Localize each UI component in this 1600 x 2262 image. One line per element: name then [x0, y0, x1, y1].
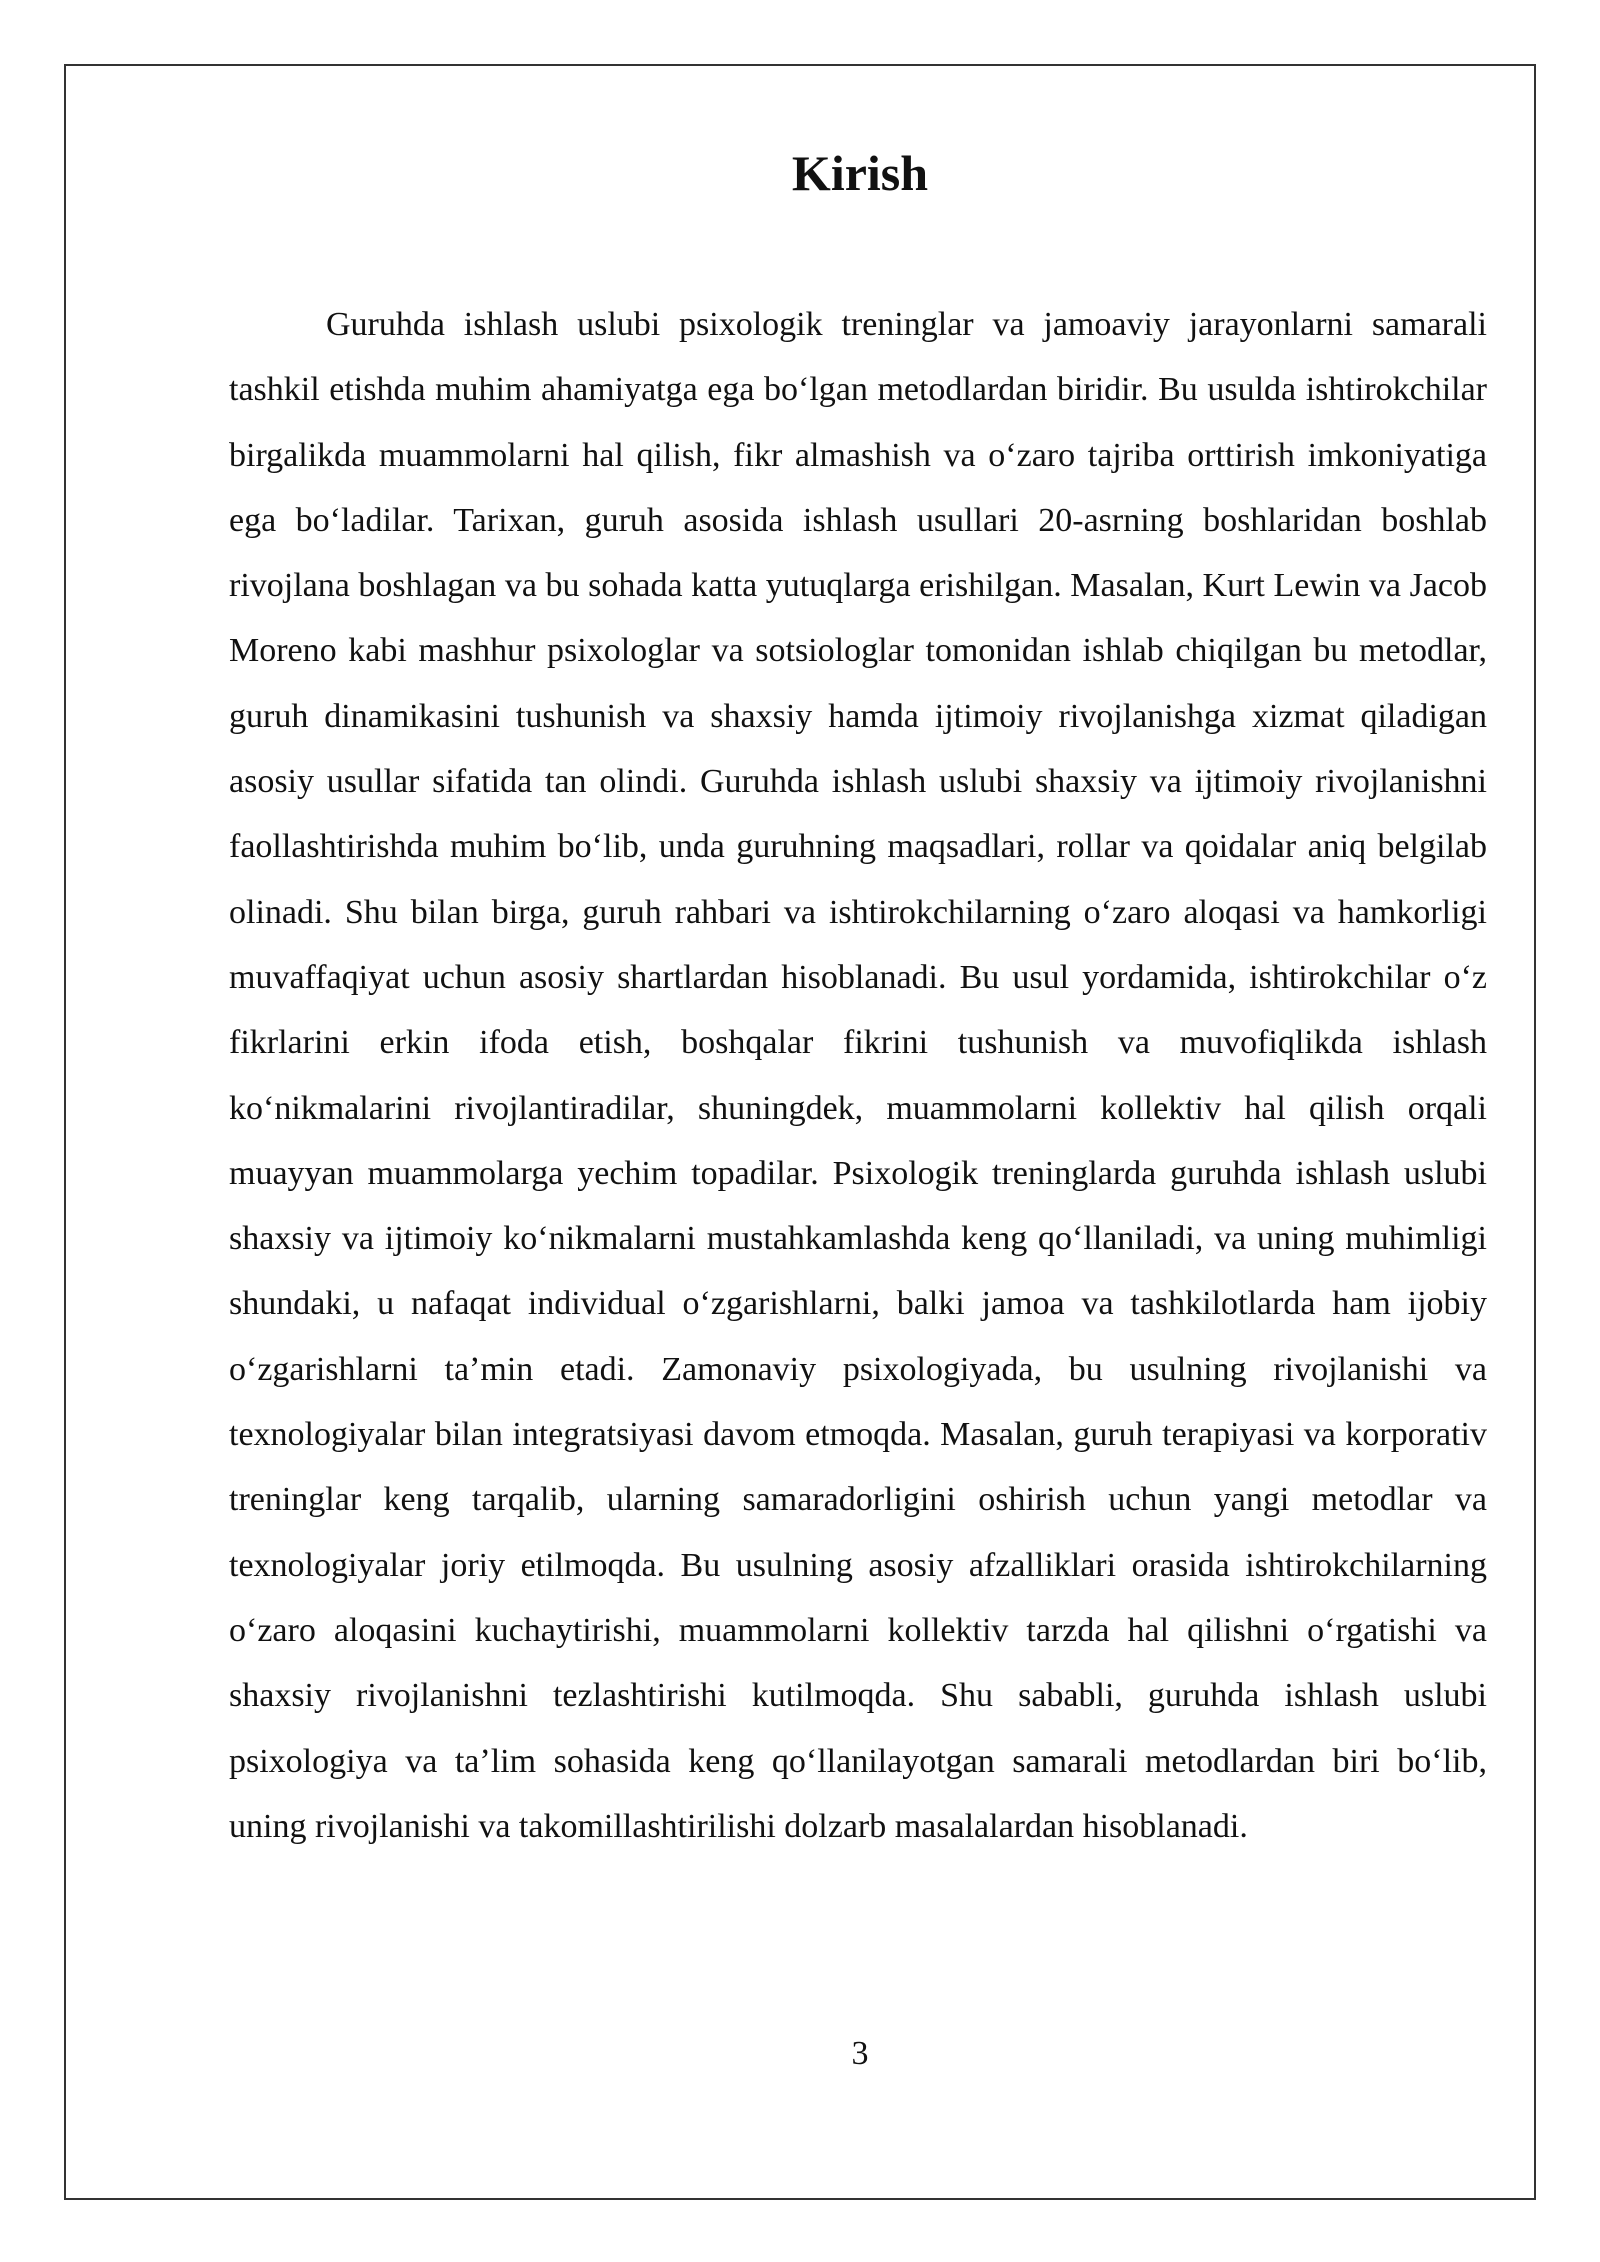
body-paragraph: Guruhda ishlash uslubi psixologik treninglar va jamoaviy jarayonlarni samarali tashkil etishda muhim ahamiyatga ega boʻlgan metodlardan biridir. Bu usulda ishtirokchilar birgalikda muammolarni hal qilish, fikr almashish va oʻzaro tajriba orttirish imkoniyatiga ega boʻladilar. Tarixan, guruh asosida ishlash usullari 20-asrning boshlaridan boshlab rivojlana boshlagan va bu sohada katta yutuqlarga erishilgan. Masalan, Kurt Lewin va Jacob Moreno kabi mashhur psixologlar va sotsiologlar tomonidan ishlab chiqilgan bu metodlar, guruh dinamikasini tushunish va shaxsiy hamda ijtimoiy rivojlanishga xizmat qiladigan asosiy usullar sifatida tan olindi. Guruhda ishlash uslubi shaxsiy va ijtimoiy rivojlanishni faollashtirishda muhim boʻlib, unda guruhning maqsadlari, rollar va qoidalar aniq belgilab olinadi. Shu bilan birga, guruh rahbari va ishtirokchilarning oʻzaro aloqasi va hamkorligi muvaffaqiyat uchun asosiy shartlardan hisoblanadi. Bu usul yordamida, ishtirokchilar oʻz fikrlarini erkin ifoda etish, boshqalar fikrini tushunish va muvofiqlikda ishlash koʻnikmalarini rivojlantiradilar, shuningdek, muammolarni kollektiv hal qilish orqali muayyan muammolarga yechim topadilar. Psixologik treninglarda guruhda ishlash uslubi shaxsiy va ijtimoiy koʻnikmalarni mustahkamlashda keng qoʻllaniladi, va uning muhimligi shundaki, u nafaqat individual oʻzgarishlarni, balki jamoa va tashkilotlarda ham ijobiy oʻzgarishlarni taʼmin etadi. Zamonaviy psixologiyada, bu usulning rivojlanishi va texnologiyalar bilan integratsiyasi davom etmoqda. Masalan, guruh terapiyasi va korporativ treninglar keng tarqalib, ularning samaradorligini oshirish uchun yangi metodlar va texnologiyalar joriy etilmoqda. Bu usulning asosiy afzalliklari orasida ishtirokchilarning oʻzaro aloqasini kuchaytirishi, muammolarni kollektiv tarzda hal qilishni oʻrgatishi va shaxsiy rivojlanishni tezlashtirishi kutilmoqda. Shu sababli, guruhda ishlash uslubi psixologiya va taʼlim sohasida keng qoʻllanilayotgan samarali metodlardan biri boʻlib, uning rivojlanishi va takomillashtirilishi dolzarb masalalardan hisoblanadi.: [229, 306, 1487, 1845]
page-number: 3: [851, 2035, 869, 2072]
page-title: Kirish: [791, 145, 929, 201]
